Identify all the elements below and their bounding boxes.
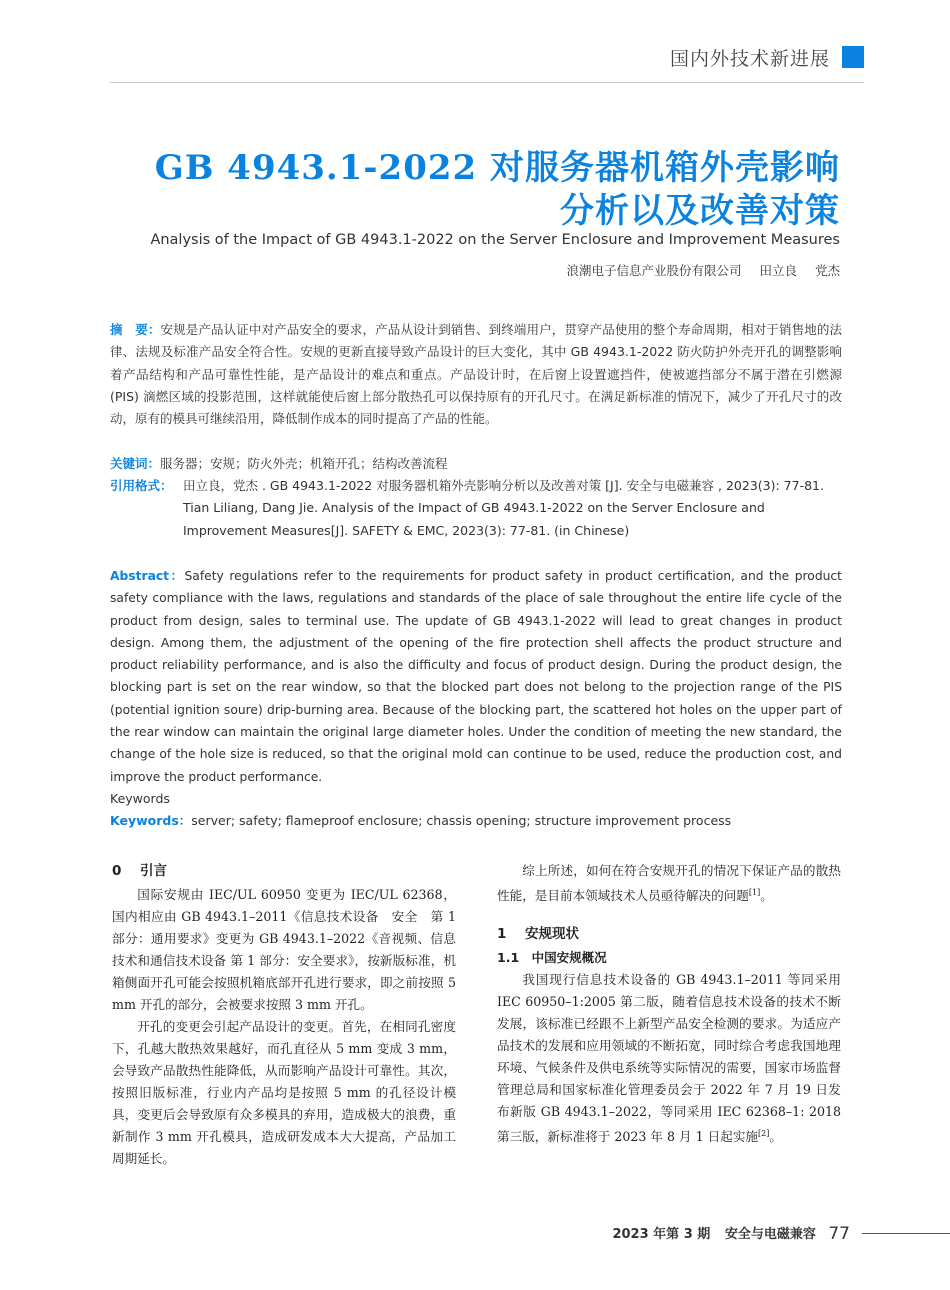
paragraph-end: 。: [769, 1129, 782, 1145]
article-title-line-2: 分析以及改善对策: [560, 191, 840, 231]
keywords-zh-text: 服务器；安规；防火外壳；机箱开孔；结构改善流程: [160, 456, 448, 471]
page-number: 77: [828, 1224, 850, 1244]
affiliation: 浪潮电子信息产业股份有限公司: [566, 263, 742, 278]
section-number: 1: [497, 926, 507, 943]
citation-en: Tian Liliang, Dang Jie. Analysis of the Impact of GB 4943.1-2022 on the Server Enclosure and Improvement Measures[J]. SAFETY & EMC, 2023(3): 77-81. (in Chinese): [183, 500, 765, 538]
paragraph: [497, 860, 841, 907]
subsection-heading: 1.1 中国安规概况: [497, 950, 607, 966]
paragraph-text: 我国现行信息技术设备的 GB 4943.1–2011 等同采用 IEC 60950–1:2005 第二版，随着信息技术设备的技术不断发展，该标准已经跟不上新型产品安全检测的要求。为适应产品技术的发展和应用领域的不断拓宽，同时综合考虑我国地理环境、气候条件及供电系统等实际情况的需要，国家市场监督管理总局和国家标准化管理委员会于 2022 年 7 月 19 日发布新版 GB 4943.1–2022，等同采用 IEC 62368–1: 2018 第三版，新标准将于 2023 年 8 月 1 日起实施: [497, 972, 841, 1145]
section-heading-intro: [112, 860, 456, 882]
abstract-zh: [110, 319, 842, 430]
paragraph: 开孔的变更会引起产品设计的变更。首先，在相同孔密度下，孔越大散热效果越好，而孔直径从 5 mm 变成 3 mm，会导致产品散热性能降低，从而影响产品设计可靠性。其次，按照旧版标准，行业内产品均是按照 5 mm 的孔径设计模具，变更后会导致原有众多模具的弃用，造成极大的浪费，重新制作 3 mm 开孔模具，造成研发成本大大提高，产品加工周期延长。: [112, 1019, 456, 1166]
keywords-en-text: server; safety; flameproof enclosure; chassis opening; structure improvement process: [191, 813, 732, 828]
abstract-en: [110, 565, 842, 788]
section-heading-safety-status: [497, 923, 841, 945]
header-divider: [110, 82, 864, 83]
section-title: 引言: [140, 863, 167, 879]
author-1: 田立良: [759, 263, 797, 278]
keywords-zh-label: 关键词：: [110, 456, 161, 471]
section-label: 国内外技术新进展: [669, 48, 830, 70]
body-column-right: [497, 860, 841, 1148]
author-2: 党杰: [814, 263, 840, 278]
citation: [110, 475, 842, 542]
citation-label: 引用格式：: [110, 478, 173, 493]
paragraph-text: 综上所述，如何在符合安规开孔的情况下保证产品的散热性能，是目前本领域技术人员亟待解决的问题: [497, 863, 841, 904]
keywords-en: [110, 810, 842, 832]
citation-zh: 田立良，党杰 . GB 4943.1-2022 对服务器机箱外壳影响分析以及改善对策 [J]. 安全与电磁兼容 , 2023(3): 77-81.: [183, 478, 824, 493]
reference-mark: [1]: [748, 888, 761, 897]
body-column-left: [112, 860, 456, 1170]
paragraph: 国际安规由 IEC/UL 60950 变更为 IEC/UL 62368，国内相应由 GB 4943.1–2011《信息技术设备 安全 第 1 部分：通用要求》变更为 GB 4943.1–2022《音视频、信息技术和通信技术设备 第 1 部分：安全要求》，按新版标准，机箱侧面开孔可能会按照机箱底部开孔进行要求，即之前按照 5 mm 开孔的部分，会被要求按照 3 mm 开孔。: [112, 887, 456, 1012]
article-title-line-1: GB 4943.1-2022 对服务器机箱外壳影响: [154, 148, 840, 188]
keywords-en-label: Keywords：: [110, 813, 192, 828]
reference-mark: [2]: [758, 1129, 770, 1139]
keywords-zh: [110, 453, 842, 475]
abstract-en-text: Safety regulations refer to the requirements for product safety in product certification, and the product safety compliance with the laws, regulations and standards of the place of sale throughout the entire life cycle of the product from design, sales to terminal use. The update of GB 4943.1-2022 will lead to great changes in product design. Among them, the adjustment of the opening of the fire protection shell affects the product structure and product reliability performance, and is also the difficulty and focus of product design. During the product design, the blocking part is set on the rear window, so that the blocked part does not belong to the projection range of the PIS (potential ignition soure) drip-burning area. Because of the blocking part, the scattered hot holes on the upper part of the rear window can maintain the original large diameter holes. Under the condition of meeting the new standard, the change of the hole size is reduced, so that the original mold can continue to be used, reduce the production cost, and improve the product performance.: [110, 569, 842, 784]
footer-divider: [862, 1233, 950, 1234]
section-accent-square: [842, 46, 864, 68]
paragraph: [497, 969, 841, 1148]
article-title-en: Analysis of the Impact of GB 4943.1-2022 on the Server Enclosure and Improvement Measures: [150, 232, 840, 248]
paragraph-end: 。: [760, 888, 773, 904]
abstract-zh-label: 摘 要：: [110, 322, 161, 337]
abstract-en-label: Abstract：: [110, 569, 185, 583]
keywords-heading-plain: Keywords: [110, 791, 170, 806]
journal-name: 安全与电磁兼容: [724, 1227, 816, 1242]
section-title: 安规现状: [525, 926, 579, 943]
section-number: 0: [112, 863, 122, 879]
byline: [566, 261, 840, 279]
abstract-zh-text: 安规是产品认证中对产品安全的要求，产品从设计到销售、到终端用户，贯穿产品使用的整个寿命周期，相对于销售地的法律、法规及标准产品安全符合性。安规的更新直接导致产品设计的巨大变化，其中 GB 4943.1-2022 防火防护外壳开孔的调整影响着产品结构和产品可靠性性能，是产品设计的难点和重点。产品设计时，在后窗上设置遮挡件，使被遮挡部分不属于潜在引燃源 (PIS) 滴燃区域的投影范围，这样就能使后窗上部分散热孔可以保持原有的开孔尺寸。在满足新标准的情况下，减少了开孔尺寸的改动，原有的模具可继续沿用，降低制作成本的同时提高了产品的性能。: [110, 322, 842, 427]
issue-label: 2023 年第 3 期: [612, 1227, 711, 1242]
page-footer: [612, 1223, 850, 1244]
